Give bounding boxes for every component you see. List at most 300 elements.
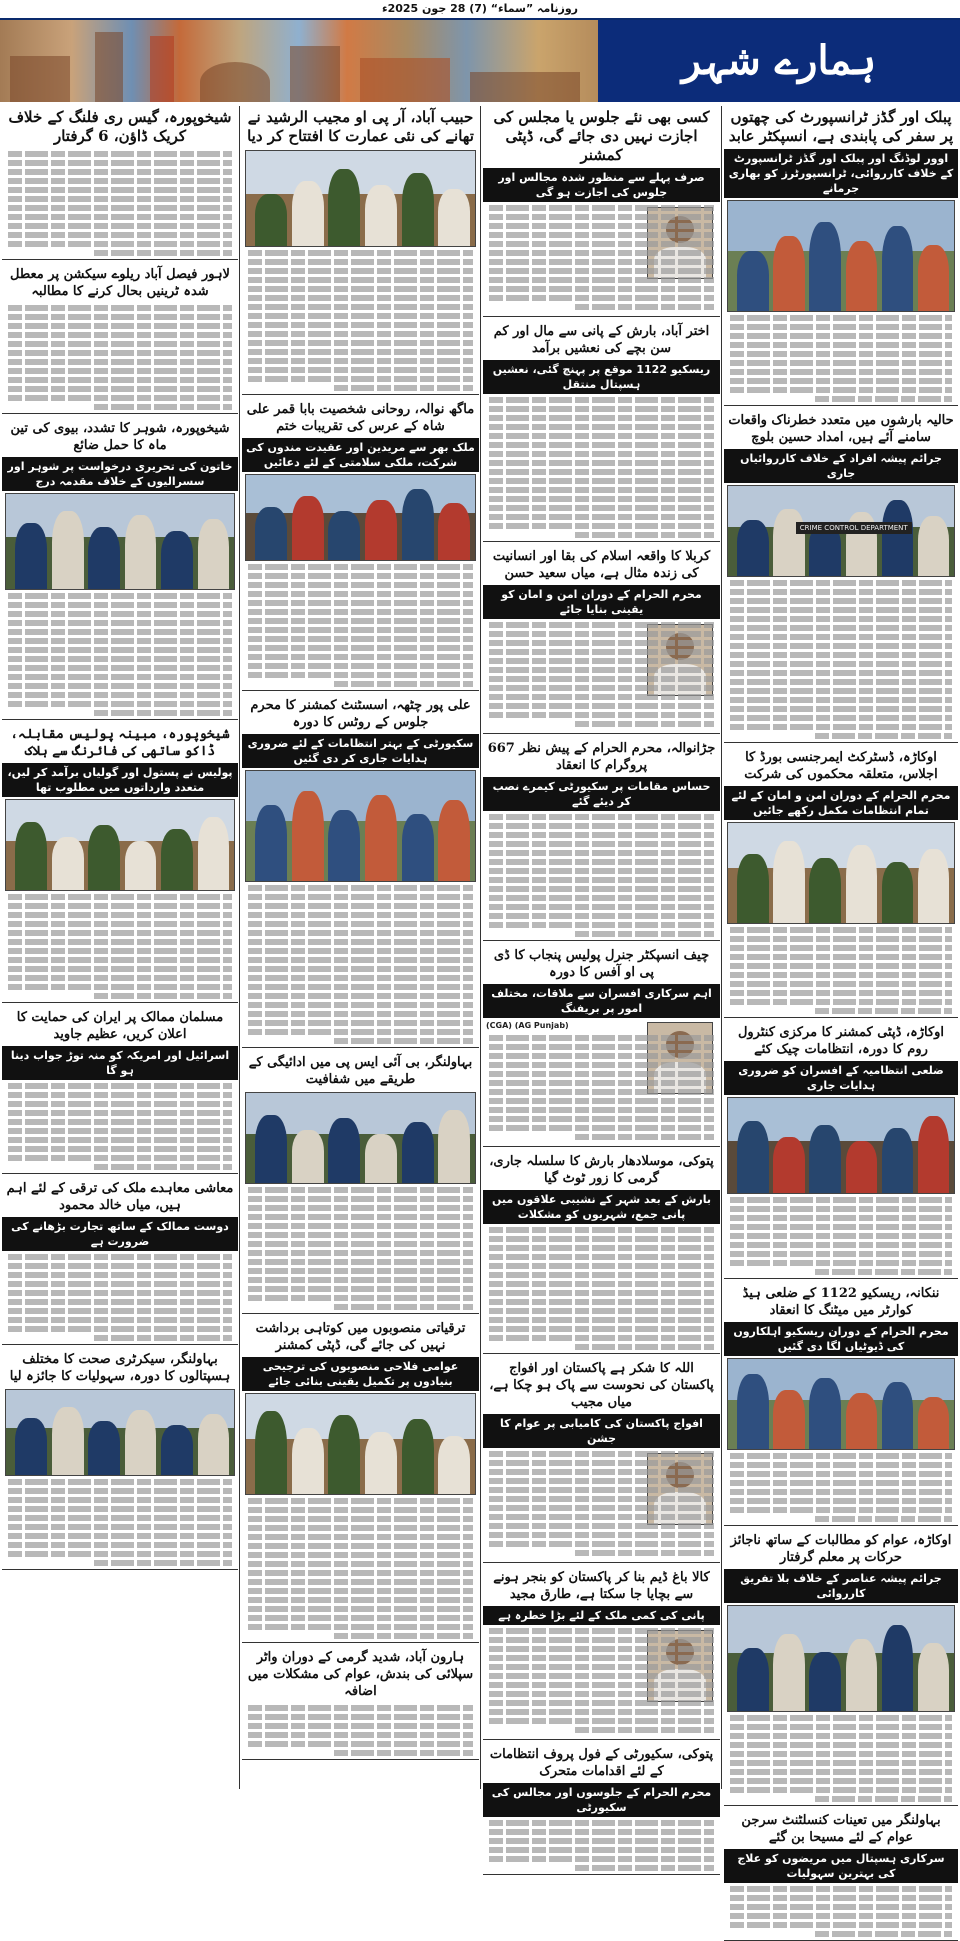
text-line xyxy=(248,268,473,274)
text-line xyxy=(248,957,473,963)
photo-figure xyxy=(918,1116,950,1193)
photo-figure xyxy=(809,222,841,311)
photo-figure xyxy=(365,185,397,246)
text-line xyxy=(489,442,714,448)
photo-figure xyxy=(255,1115,287,1183)
text-line xyxy=(8,1092,232,1098)
text-line xyxy=(94,404,232,410)
column-rule xyxy=(721,106,722,1789)
text-line xyxy=(489,1496,714,1502)
story-subheadline: سرکاری ہسپتال میں مریضوں کو علاج کی بہترین سہولیات xyxy=(724,1849,958,1883)
text-line xyxy=(730,1760,952,1766)
news-story xyxy=(483,738,720,941)
photo-figure xyxy=(125,1410,157,1475)
text-line xyxy=(489,1673,714,1679)
column-3 xyxy=(242,106,479,1789)
photo-figure xyxy=(438,1110,470,1183)
text-line xyxy=(489,859,714,865)
photo-figure xyxy=(846,241,878,311)
text-line xyxy=(489,1829,714,1835)
text-line xyxy=(730,324,952,330)
text-line xyxy=(489,277,714,283)
story-divider xyxy=(724,405,958,406)
story-body xyxy=(2,1479,238,1566)
story-body xyxy=(2,305,238,410)
text-line xyxy=(248,259,473,265)
text-line xyxy=(8,323,232,329)
text-line xyxy=(489,1700,714,1706)
text-line xyxy=(8,656,232,662)
text-line xyxy=(489,814,714,820)
text-line xyxy=(489,1062,714,1068)
story-body xyxy=(483,1451,720,1559)
text-line xyxy=(8,1524,232,1530)
text-line xyxy=(489,1308,714,1314)
text-line xyxy=(730,369,952,375)
text-line xyxy=(489,1838,714,1844)
text-line xyxy=(8,305,232,311)
text-line xyxy=(248,1196,473,1202)
photo-figure xyxy=(438,800,470,881)
text-line xyxy=(815,733,952,739)
news-story xyxy=(2,1178,238,1345)
story-headline: شیخوپورہ، مبینہ پولیس مقابلہ، ڈاکو ساتھی کی فائرنگ سے ہلاک xyxy=(10,727,230,759)
text-line xyxy=(489,1326,714,1332)
text-line xyxy=(815,1796,952,1802)
text-line xyxy=(248,1214,473,1220)
masthead xyxy=(0,20,960,102)
text-line xyxy=(489,1523,714,1529)
story-divider xyxy=(242,1759,479,1760)
news-photo xyxy=(727,200,955,312)
news-story xyxy=(242,695,479,1048)
news-photo xyxy=(727,1358,955,1450)
photo-figure xyxy=(161,531,193,589)
story-divider xyxy=(2,1569,238,1570)
story-divider xyxy=(724,1525,958,1526)
photo-figure xyxy=(402,1122,434,1183)
news-story xyxy=(2,1349,238,1570)
text-line xyxy=(8,205,232,211)
news-story xyxy=(2,418,238,720)
story-headline: اوکاڑہ، ڈسٹرکٹ ایمرجنسی بورڈ کا اجلاس، متعلقہ محکموں کی شرکت xyxy=(744,750,938,782)
text-line xyxy=(489,1098,714,1104)
story-headline: پتوکی، سکیورٹی کے فول پروف انتظامات کے لئے اقدامات متحرک xyxy=(489,1746,714,1779)
text-line xyxy=(248,295,473,301)
text-line xyxy=(730,625,952,631)
text-line xyxy=(8,1281,232,1287)
news-story xyxy=(724,1022,958,1279)
story-headline: کربلا کا واقعہ اسلام کی بقا اور انسانیت کی زندہ مثال ہے، میاں سعید حسن xyxy=(492,549,711,581)
story-subheadline: افواج پاکستان کی کامیابی پر عوام کا جشن xyxy=(483,1414,720,1448)
portrait-head xyxy=(666,633,694,660)
text-line xyxy=(248,609,473,615)
story-headline: ماگھ نوالہ، روحانی شخصیت بابا قمر علی شاہ کے عرس کی تقریبات ختم xyxy=(246,402,475,434)
text-line xyxy=(8,1326,232,1332)
text-line xyxy=(489,1071,714,1077)
text-line xyxy=(8,1119,232,1125)
story-divider xyxy=(242,1313,479,1314)
text-line xyxy=(730,333,952,339)
text-line xyxy=(730,1778,952,1784)
photo-figure xyxy=(365,500,397,560)
photo-figure xyxy=(88,1421,120,1475)
text-line xyxy=(248,1232,473,1238)
text-line xyxy=(8,1083,232,1089)
text-line xyxy=(489,415,714,421)
text-line xyxy=(94,710,232,716)
story-headline: مسلمان ممالک پر ایران کی حمایت کا اعلان کریں، عظیم جاوید xyxy=(16,1010,224,1042)
text-line xyxy=(8,1515,232,1521)
text-line xyxy=(248,984,473,990)
text-line xyxy=(8,984,232,990)
text-line xyxy=(489,433,714,439)
text-line xyxy=(248,627,473,633)
story-body xyxy=(2,593,238,716)
text-line xyxy=(730,945,952,951)
text-line xyxy=(489,1035,714,1041)
photo-figure xyxy=(328,1415,360,1494)
text-line xyxy=(248,654,473,660)
text-line xyxy=(489,460,714,466)
photo-figure xyxy=(846,845,878,923)
news-story xyxy=(483,106,720,317)
news-story xyxy=(242,1318,479,1643)
text-line xyxy=(248,645,473,651)
text-line xyxy=(248,277,473,283)
text-line xyxy=(489,1335,714,1341)
portrait-head xyxy=(666,1639,694,1666)
text-line xyxy=(8,930,232,936)
photo-figure xyxy=(737,520,769,576)
text-line xyxy=(8,1497,232,1503)
text-line xyxy=(730,1913,952,1919)
text-line xyxy=(730,1922,952,1928)
text-line xyxy=(730,963,952,969)
text-line xyxy=(248,975,473,981)
story-divider xyxy=(483,1562,720,1563)
photo-figure xyxy=(88,527,120,589)
text-line xyxy=(8,1263,232,1269)
photo-figure xyxy=(292,1428,324,1494)
story-headline: اختر آباد، بارش کے پانی سے مال اور کم سن بچے کی نعشیں برآمد xyxy=(493,324,710,356)
text-line xyxy=(248,1714,473,1720)
text-line xyxy=(248,331,473,337)
text-line xyxy=(575,304,714,310)
photo-figure xyxy=(255,507,287,560)
news-photo xyxy=(245,1092,476,1184)
text-line xyxy=(8,1110,232,1116)
text-line xyxy=(8,593,232,599)
photo-figure xyxy=(773,1390,805,1449)
story-subheadline: اہم سرکاری افسران سے ملاقات، مختلف امور پر بریفنگ xyxy=(483,984,720,1018)
text-line xyxy=(489,1116,714,1122)
story-body xyxy=(483,622,720,730)
text-line xyxy=(94,250,232,256)
photo-figure xyxy=(882,1382,914,1450)
text-line xyxy=(248,912,473,918)
story-headline: علی پور چٹھہ، اسسٹنٹ کمشنر کا محرم جلوس کے روٹس کا دورہ xyxy=(250,698,471,730)
story-body xyxy=(483,1628,720,1736)
text-line xyxy=(489,1541,714,1547)
text-line xyxy=(8,674,232,680)
photo-figure xyxy=(438,189,470,246)
text-line xyxy=(489,1080,714,1086)
text-line xyxy=(248,618,473,624)
text-line xyxy=(730,634,952,640)
news-story xyxy=(483,1151,720,1354)
text-line xyxy=(8,1506,232,1512)
story-body xyxy=(483,397,720,538)
text-line xyxy=(248,573,473,579)
photo-figure xyxy=(365,1134,397,1184)
text-line xyxy=(248,250,473,256)
story-body xyxy=(724,927,958,1014)
text-line xyxy=(489,397,714,403)
text-line xyxy=(248,903,473,909)
text-line xyxy=(248,304,473,310)
news-story xyxy=(483,546,720,734)
story-headline: حالیہ بارشوں میں متعدد خطرناک واقعات سامنے آئے ہیں، امداد حسین بلوچ xyxy=(728,413,954,445)
text-line xyxy=(8,187,232,193)
story-headline: پتوکی، موسلادھار بارش کا سلسلہ جاری، گرمی کا زور ٹوٹ گیا xyxy=(489,1153,714,1186)
text-line xyxy=(248,582,473,588)
portrait-caption: (CGA) (AG Punjab) xyxy=(486,1021,569,1030)
text-line xyxy=(730,1769,952,1775)
text-line xyxy=(575,532,714,538)
text-line xyxy=(489,703,714,709)
text-line xyxy=(334,385,473,391)
story-headline: اوکاڑہ، عوام کو مطالبات کے ساتھ ناجائز حرکات پر معلم گرفتار xyxy=(730,1533,952,1565)
text-line xyxy=(248,1241,473,1247)
photo-figure xyxy=(737,854,769,923)
text-line xyxy=(489,832,714,838)
text-line xyxy=(248,358,473,364)
text-line xyxy=(489,1299,714,1305)
photo-figure xyxy=(88,825,120,890)
photo-figure xyxy=(882,500,914,576)
story-subheadline: دوست ممالک کے ساتھ تجارت بڑھانے کی ضرورت ہے xyxy=(2,1217,238,1251)
text-line xyxy=(730,715,952,721)
text-line xyxy=(248,1579,473,1585)
text-line xyxy=(730,1233,952,1239)
story-divider xyxy=(724,1278,958,1279)
text-line xyxy=(248,1268,473,1274)
text-line xyxy=(489,1227,714,1233)
text-line xyxy=(730,342,952,348)
photo-figure xyxy=(328,810,360,882)
text-line xyxy=(489,913,714,919)
text-line xyxy=(489,496,714,502)
text-line xyxy=(489,1628,714,1634)
text-line xyxy=(575,1344,714,1350)
text-line xyxy=(489,1505,714,1511)
photo-figure xyxy=(161,1425,193,1475)
text-line xyxy=(248,1552,473,1558)
text-line xyxy=(248,948,473,954)
photo-figure xyxy=(882,1128,914,1193)
text-line xyxy=(489,1637,714,1643)
text-line xyxy=(489,1469,714,1475)
text-line xyxy=(489,1820,714,1826)
text-line xyxy=(248,340,473,346)
story-subheadline: پولیس نے پستول اور گولیاں برآمد کر لیں، متعدد وارداتوں میں مطلوب تھا xyxy=(2,763,238,797)
column-1 xyxy=(724,106,958,1880)
text-line xyxy=(489,205,714,211)
text-line xyxy=(248,1277,473,1283)
text-line xyxy=(489,241,714,247)
news-photo xyxy=(245,474,476,561)
text-line xyxy=(489,1281,714,1287)
text-line xyxy=(489,295,714,301)
text-line xyxy=(8,1542,232,1548)
text-line xyxy=(489,667,714,673)
text-line xyxy=(8,1101,232,1107)
photo-figure xyxy=(773,236,805,311)
story-divider xyxy=(242,690,479,691)
text-line xyxy=(489,823,714,829)
text-line xyxy=(489,868,714,874)
text-line xyxy=(248,313,473,319)
text-line xyxy=(730,936,952,942)
photo-background xyxy=(728,201,954,251)
photo-figure xyxy=(255,805,287,881)
text-line xyxy=(8,223,232,229)
text-line xyxy=(248,993,473,999)
text-line xyxy=(248,1187,473,1193)
story-subheadline: اسرائیل اور امریکہ کو منہ توڑ جواب دینا ہو گا xyxy=(2,1046,238,1080)
text-line xyxy=(730,972,952,978)
text-line xyxy=(8,359,232,365)
text-line xyxy=(248,1570,473,1576)
text-line xyxy=(8,921,232,927)
text-line xyxy=(489,1044,714,1050)
photo-figure xyxy=(198,519,230,589)
story-subheadline: ریسکیو 1122 موقع پر پہنچ گئی، نعشیں ہسپتال منتقل xyxy=(483,360,720,394)
text-line xyxy=(248,930,473,936)
news-photo xyxy=(245,1393,476,1495)
text-line xyxy=(730,387,952,393)
text-line xyxy=(489,1451,714,1457)
text-line xyxy=(489,259,714,265)
text-line xyxy=(248,885,473,891)
text-line xyxy=(489,1691,714,1697)
text-line xyxy=(334,1750,473,1756)
text-line xyxy=(815,396,952,402)
text-line xyxy=(489,424,714,430)
story-divider xyxy=(483,541,720,542)
photo-figure xyxy=(737,1121,769,1193)
story-subheadline: اوور لوڈنگ اور پبلک اور گڈز ٹرانسپورٹ کے خلاف کارروائی، ٹرانسپورٹرز کو بھاری جرمانے xyxy=(724,149,958,198)
text-line xyxy=(489,676,714,682)
story-body xyxy=(2,894,238,999)
text-line xyxy=(248,1205,473,1211)
text-line xyxy=(575,1727,714,1733)
text-line xyxy=(248,1534,473,1540)
story-headline: حبیب آباد، آر پی او مجیب الرشید نے تھانے کی نئی عمارت کا افتتاح کر دیا xyxy=(247,108,474,145)
text-line xyxy=(248,1011,473,1017)
photo-figure xyxy=(292,181,324,246)
photo-background xyxy=(246,475,475,513)
photo-figure xyxy=(773,1634,805,1711)
text-line xyxy=(8,1137,232,1143)
text-line xyxy=(248,939,473,945)
text-line xyxy=(489,268,714,274)
text-line xyxy=(248,1525,473,1531)
photo-figure xyxy=(402,814,434,881)
photo-background xyxy=(246,151,475,194)
photo-figure xyxy=(773,509,805,577)
text-line xyxy=(8,647,232,653)
photo-figure xyxy=(918,849,950,923)
story-headline: معاشی معاہدے ملک کی ترقی کے لئے اہم ہیں، میاں خالد محمود xyxy=(6,1181,234,1213)
story-headline: کسی بھی نئے جلوس یا مجلس کی اجازت نہیں دی جائے گی، ڈپٹی کمشنر xyxy=(493,108,710,164)
story-subheadline: سکیورٹی کے بہتر انتظامات کے لئے ضروری ہدایات جاری کر دی گئیں xyxy=(242,734,479,768)
story-subheadline: جرائم پیشہ عناصر کے خلاف بلا تفریق کارروائی xyxy=(724,1569,958,1603)
section-title: ہمارے شہر xyxy=(598,20,960,102)
story-headline: ننکانہ، ریسکیو 1122 کے ضلعی ہیڈ کوارٹر میں میٹنگ کا انعقاد xyxy=(742,1286,940,1318)
photo-figure xyxy=(402,173,434,246)
story-subheadline: محرم الحرام کے جلوسوں اور مجالس کی سکیورٹی xyxy=(483,1783,720,1817)
dateline: روزنامہ ”سماء“ (7) 28 جون 2025ء xyxy=(0,0,960,20)
story-body xyxy=(2,1254,238,1341)
text-line xyxy=(730,990,952,996)
text-line xyxy=(730,616,952,622)
text-line xyxy=(8,701,232,707)
text-line xyxy=(248,1020,473,1026)
story-body xyxy=(242,1187,479,1310)
story-headline: اوکاڑہ، ڈپٹی کمشنر کا مرکزی کنٹرول روم کا دورہ، انتظامات چیک کئے xyxy=(737,1025,945,1057)
story-divider xyxy=(724,1805,958,1806)
text-line xyxy=(8,368,232,374)
text-line xyxy=(730,589,952,595)
story-body xyxy=(483,1020,720,1143)
story-body xyxy=(724,1715,958,1802)
text-line xyxy=(730,1724,952,1730)
text-line xyxy=(8,1488,232,1494)
text-line xyxy=(8,912,232,918)
story-subheadline: ضلعی انتظامیہ کے افسران کو ضروری ہدایات جاری xyxy=(724,1061,958,1095)
text-line xyxy=(8,665,232,671)
story-body xyxy=(724,580,958,739)
photo-figure xyxy=(292,496,324,560)
story-headline: شیخوپورہ، شوہر کا تشدد، بیوی کی تین ماہ کا حمل ضائع xyxy=(10,421,230,453)
text-line xyxy=(248,1606,473,1612)
text-line xyxy=(8,196,232,202)
text-line xyxy=(575,1865,714,1871)
story-body xyxy=(242,1498,479,1639)
story-divider xyxy=(724,742,958,743)
photo-figure xyxy=(882,226,914,311)
text-line xyxy=(489,1682,714,1688)
text-line xyxy=(8,377,232,383)
text-line xyxy=(248,894,473,900)
news-story xyxy=(724,1283,958,1526)
text-line xyxy=(489,1532,714,1538)
story-headline: اللہ کا شکر ہے پاکستان اور افواج پاکستان کی نحوست سے پاک ہو چکا ہے، میاں مجیب xyxy=(489,1360,714,1410)
text-line xyxy=(489,877,714,883)
text-line xyxy=(8,178,232,184)
story-subheadline: خاتون کی تحریری درخواست پر شوہر اور سسرالیوں کے خلاف مقدمہ درج xyxy=(2,457,238,491)
text-line xyxy=(489,286,714,292)
news-story xyxy=(724,1810,958,1941)
news-story xyxy=(724,1530,958,1806)
text-line xyxy=(730,981,952,987)
story-divider xyxy=(242,1047,479,1048)
text-line xyxy=(489,1847,714,1853)
story-subheadline: جرائم پیشہ افراد کے خلاف کارروائیاں جاری xyxy=(724,449,958,483)
text-line xyxy=(248,286,473,292)
